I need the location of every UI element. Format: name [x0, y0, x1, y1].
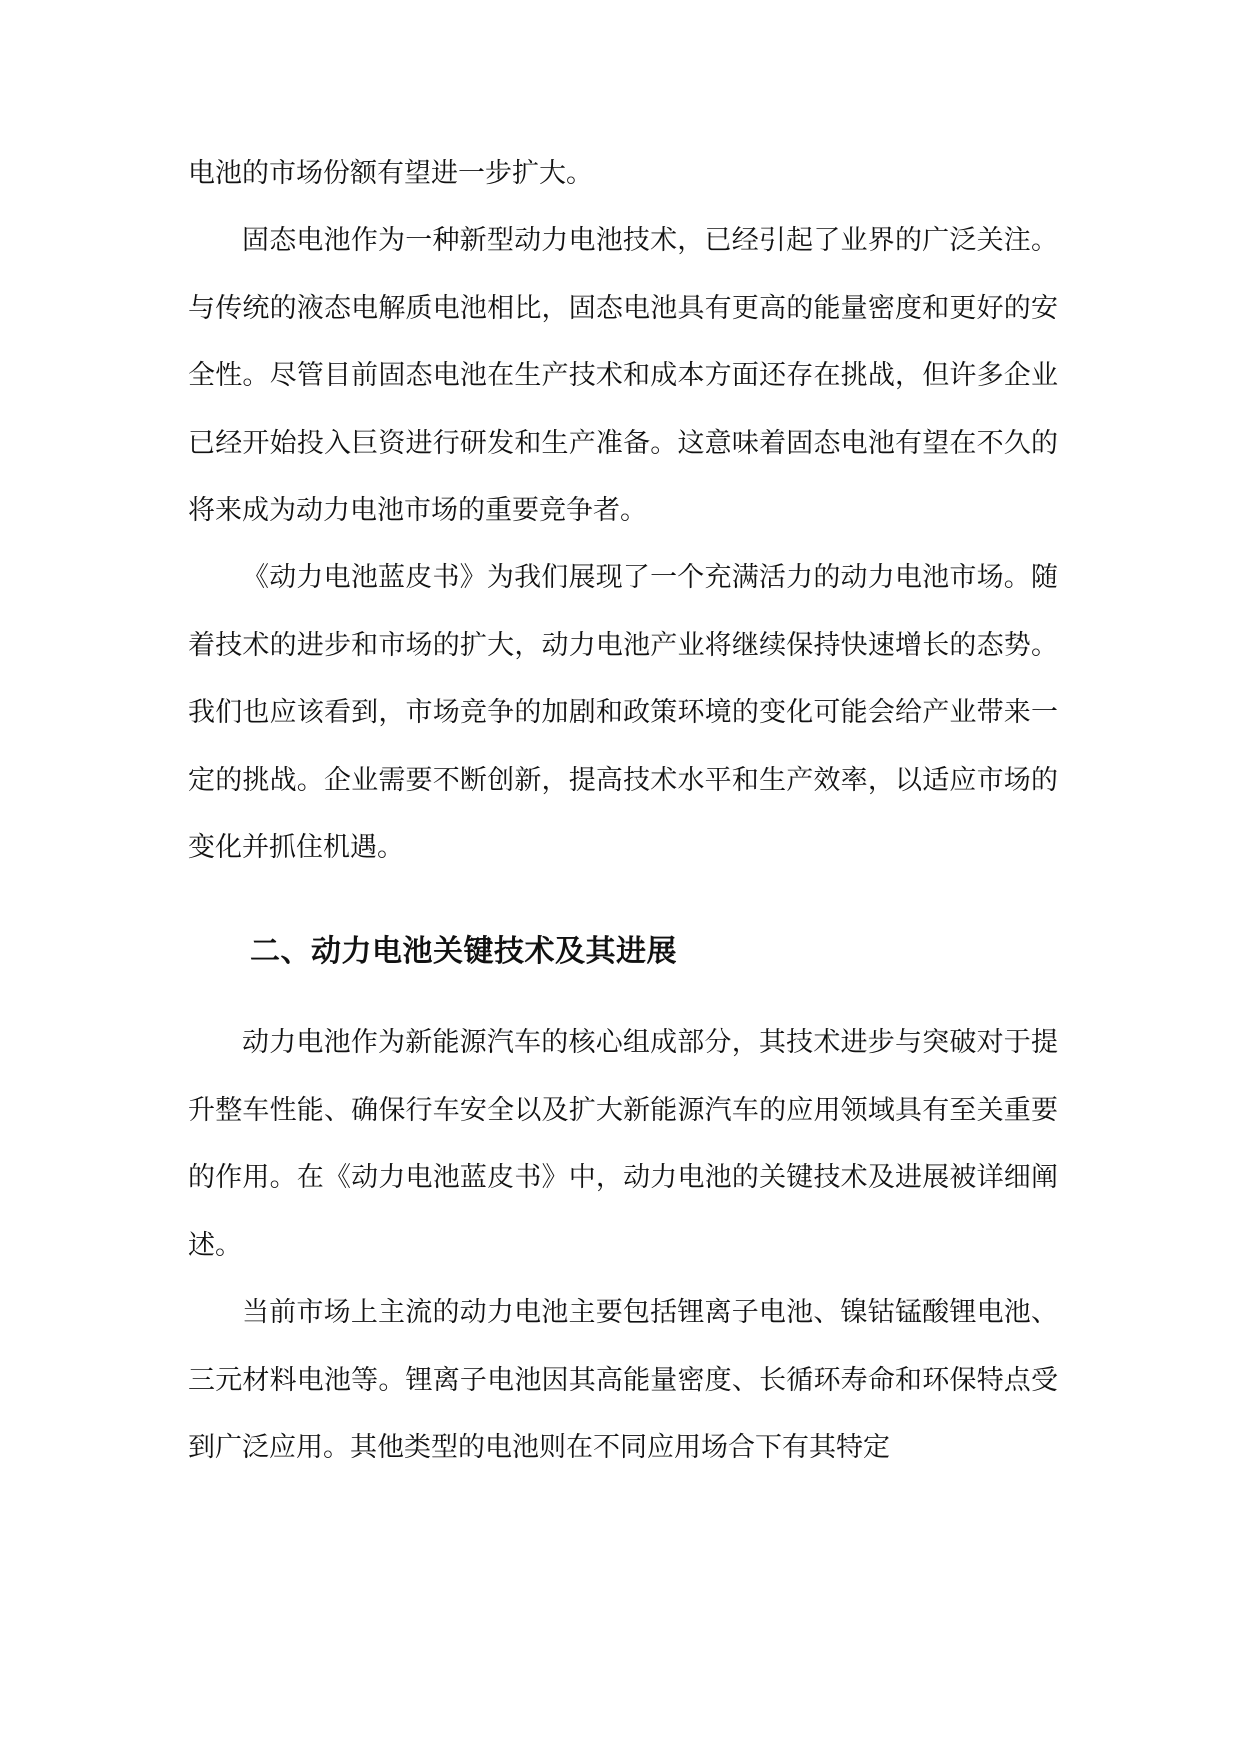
paragraph-blue-book-market: 《动力电池蓝皮书》为我们展现了一个充满活力的动力电池市场。随着技术的进步和市场的扩大，动力电池产业将继续保持快速增长的态势。我们也应该看到，市场竞争的加剧和政策环境的变化可能会给产业带来一定的挑战。企业需要不断创新，提高技术水平和生产效率，以适应市场的变化并抓住机遇。: [188, 562, 1058, 864]
paragraph-solid-state-battery: 固态电池作为一种新型动力电池技术，已经引起了业界的广泛关注。与传统的液态电解质电池相比，固态电池具有更高的能量密度和更好的安全性。尽管目前固态电池在生产技术和成本方面还存在挑战，但许多企业已经开始投入巨资进行研发和生产准备。这意味着固态电池有望在不久的将来成为动力电池市场的重要竞争者。: [188, 225, 1058, 527]
document-body: [188, 140, 1058, 1481]
section-heading: 二、动力电池关键技术及其进展: [250, 934, 677, 970]
paragraph-continuation: 电池的市场份额有望进一步扩大。: [188, 158, 593, 189]
paragraph-mainstream-batteries: 当前市场上主流的动力电池主要包括锂离子电池、镍钴锰酸锂电池、三元材料电池等。锂离子电池因其高能量密度、长循环寿命和环保特点受到广泛应用。其他类型的电池则在不同应用场合下有其特定: [188, 1297, 1058, 1463]
paragraph-key-technology-intro: 动力电池作为新能源汽车的核心组成部分，其技术进步与突破对于提升整车性能、确保行车安全以及扩大新能源汽车的应用领域具有至关重要的作用。在《动力电池蓝皮书》中，动力电池的关键技术及进展被详细阐述。: [188, 1027, 1058, 1261]
